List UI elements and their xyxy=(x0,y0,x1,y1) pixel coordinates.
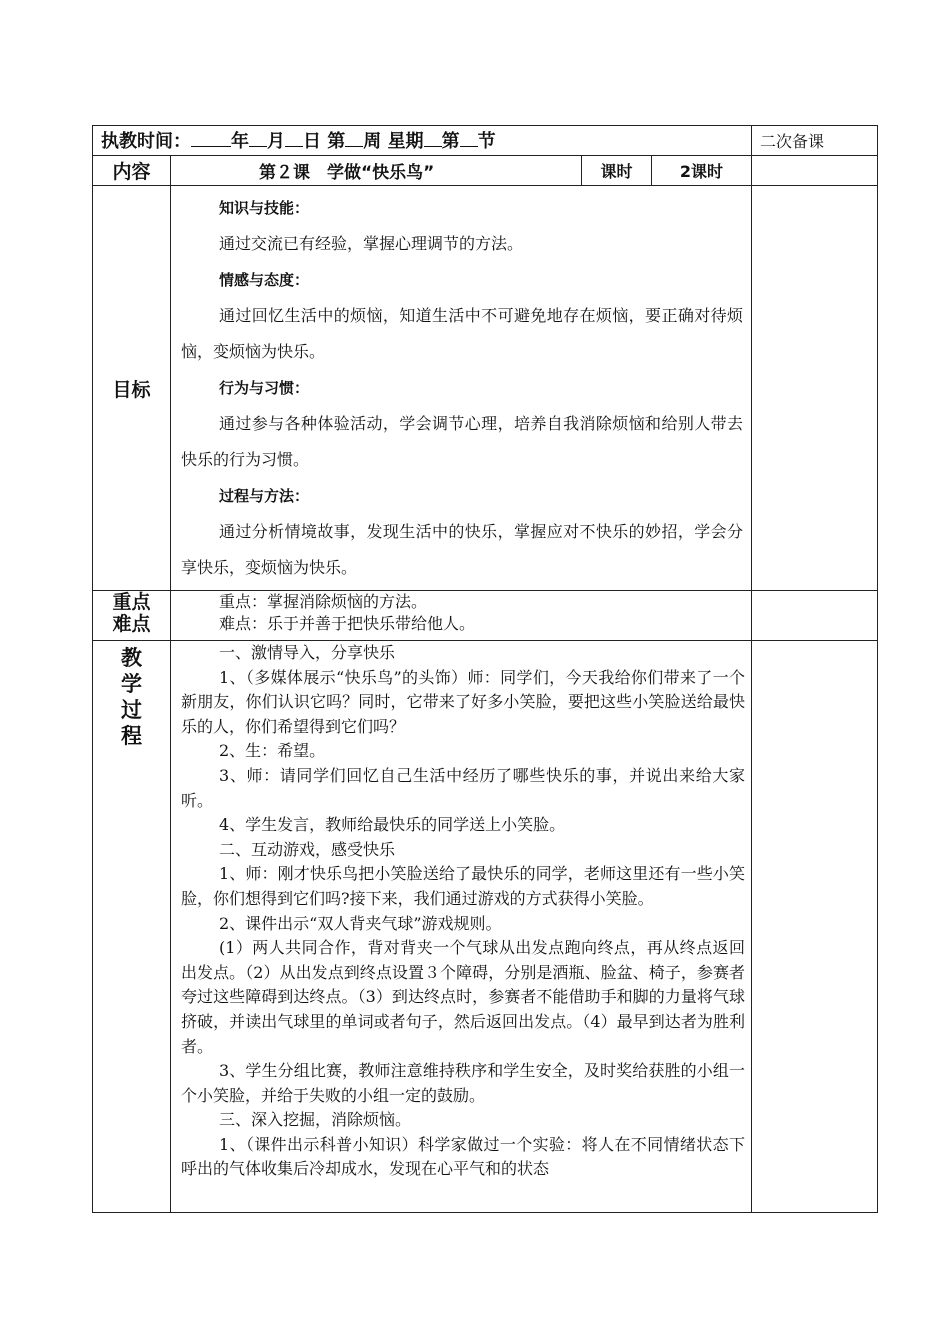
process-label-char: 程 xyxy=(121,724,142,748)
section-label: 节 xyxy=(477,131,496,152)
goal-heading: 过程与方法： xyxy=(219,487,310,505)
second-prep-cell xyxy=(752,591,878,641)
process-paragraph: 1、师：刚才快乐鸟把小笑脸送给了最快乐的同学，老师这里还有一些小笑脸，你们想得到它们吗?接下来，我们通过游戏的方式获得小笑脸。 xyxy=(181,864,745,908)
goal-text: 通过参与各种体验活动，学会调节心理，培养自我消除烦恼和给别人带去快乐的行为习惯。 xyxy=(181,414,743,469)
goal-heading: 知识与技能： xyxy=(219,199,310,217)
process-paragraph: 一、激情导入，分享快乐 xyxy=(219,643,396,662)
teaching-time-label: 执教时间： xyxy=(101,131,191,152)
goal-text: 通过分析情境故事，发现生活中的快乐，掌握应对不快乐的妙招，学会分享快乐，变烦恼为快乐。 xyxy=(181,522,743,577)
year-label: 年 xyxy=(231,131,249,152)
section-prefix: 第 xyxy=(441,131,460,152)
process-paragraph: 3、师：请同学们回忆自己生活中经历了哪些快乐的事，并说出来给大家听。 xyxy=(181,765,745,810)
header-row xyxy=(93,126,878,156)
process-paragraph: 三、深入挖掘，消除烦恼。 xyxy=(219,1110,412,1130)
goal-heading: 情感与态度： xyxy=(219,271,310,289)
process-paragraph: 2、生：希望。 xyxy=(219,741,326,761)
process-row xyxy=(93,641,878,1213)
month-blank xyxy=(249,128,267,147)
goal-text: 通过回忆生活中的烦恼，知道生活中不可避免地存在烦恼，要正确对待烦恼，变烦恼为快乐。 xyxy=(181,306,743,361)
key-points-content xyxy=(171,591,752,641)
key-points-label xyxy=(93,591,171,641)
second-prep-header: 二次备课 xyxy=(752,126,878,156)
teaching-time-cell xyxy=(93,126,752,156)
weekday-label: 星期 xyxy=(387,131,424,152)
key-point-text: 重点：掌握消除烦恼的方法。 xyxy=(219,592,428,611)
process-label-char: 过 xyxy=(121,698,142,722)
content-label: 内容 xyxy=(93,156,171,186)
week-blank xyxy=(345,128,363,147)
key-points-row xyxy=(93,591,878,641)
month-label: 月 xyxy=(267,131,285,152)
hours-label: 课时 xyxy=(582,156,652,186)
process-content xyxy=(171,641,752,1213)
goals-label: 目标 xyxy=(93,186,171,591)
day-blank xyxy=(285,128,303,147)
year-blank xyxy=(191,128,231,147)
process-label-char: 教 xyxy=(121,646,142,670)
goals-row xyxy=(93,186,878,591)
difficulty-text: 难点：乐于并善于把快乐带给他人。 xyxy=(219,614,476,633)
process-paragraph: 1、（多媒体展示“快乐鸟”的头饰）师：同学们，今天我给你们带来了一个新朋友，你们认识它吗？同时，它带来了好多小笑脸，要把这些小笑脸送给最快乐的人，你们希望得到它们吗？ xyxy=(181,667,745,736)
week-label: 周 xyxy=(363,131,382,152)
process-paragraph: 4、学生发言，教师给最快乐的同学送上小笑脸。 xyxy=(219,815,566,835)
lesson-title: 第２课 学做“快乐鸟” xyxy=(171,156,582,186)
second-prep-cell xyxy=(752,641,878,1213)
goals-content xyxy=(171,186,752,591)
process-paragraph: 1、（课件出示科普小知识）科学家做过一个实验：将人在不同情绪状态下呼出的气体收集后冷却成水，发现在心平气和的状态 xyxy=(181,1134,745,1179)
hours-value: 2课时 xyxy=(652,156,752,186)
process-paragraph: 3、学生分组比赛，教师注意维持秩序和学生安全，及时奖给获胜的小组一个小笑脸，并给于失败的小组一定的鼓励。 xyxy=(181,1061,745,1105)
content-row xyxy=(93,156,878,186)
process-label xyxy=(93,641,171,1213)
process-paragraph: 2、课件出示“双人背夹气球”游戏规则。 xyxy=(219,913,502,933)
weekday-blank xyxy=(424,128,442,147)
key-label: 重点 xyxy=(112,591,151,613)
process-paragraph: (1）两人共同合作，背对背夹一个气球从出发点跑向终点，再从终点返回出发点。（2）从出发点到终点设置３个障碍，分别是酒瓶、脸盆、椅子，参赛者夸过这些障碍到达终点。（3）到达终点时，参赛者不能借助手和脚的力量将气球挤破，并读出气球里的单词或者句子，然后返回出发点。（4）最早到达者为胜利者。 xyxy=(181,938,745,1056)
lesson-plan-table xyxy=(92,125,878,1213)
week-prefix: 第 xyxy=(327,131,346,152)
day-label: 日 xyxy=(303,131,321,152)
section-blank xyxy=(460,128,478,147)
second-prep-cell xyxy=(752,156,878,186)
goal-text: 通过交流已有经验，掌握心理调节的方法。 xyxy=(219,234,524,253)
goal-heading: 行为与习惯： xyxy=(219,379,310,397)
process-label-char: 学 xyxy=(121,672,142,696)
second-prep-cell xyxy=(752,186,878,591)
difficulty-label: 难点 xyxy=(112,613,151,635)
process-paragraph: 二、互动游戏，感受快乐 xyxy=(219,839,396,859)
